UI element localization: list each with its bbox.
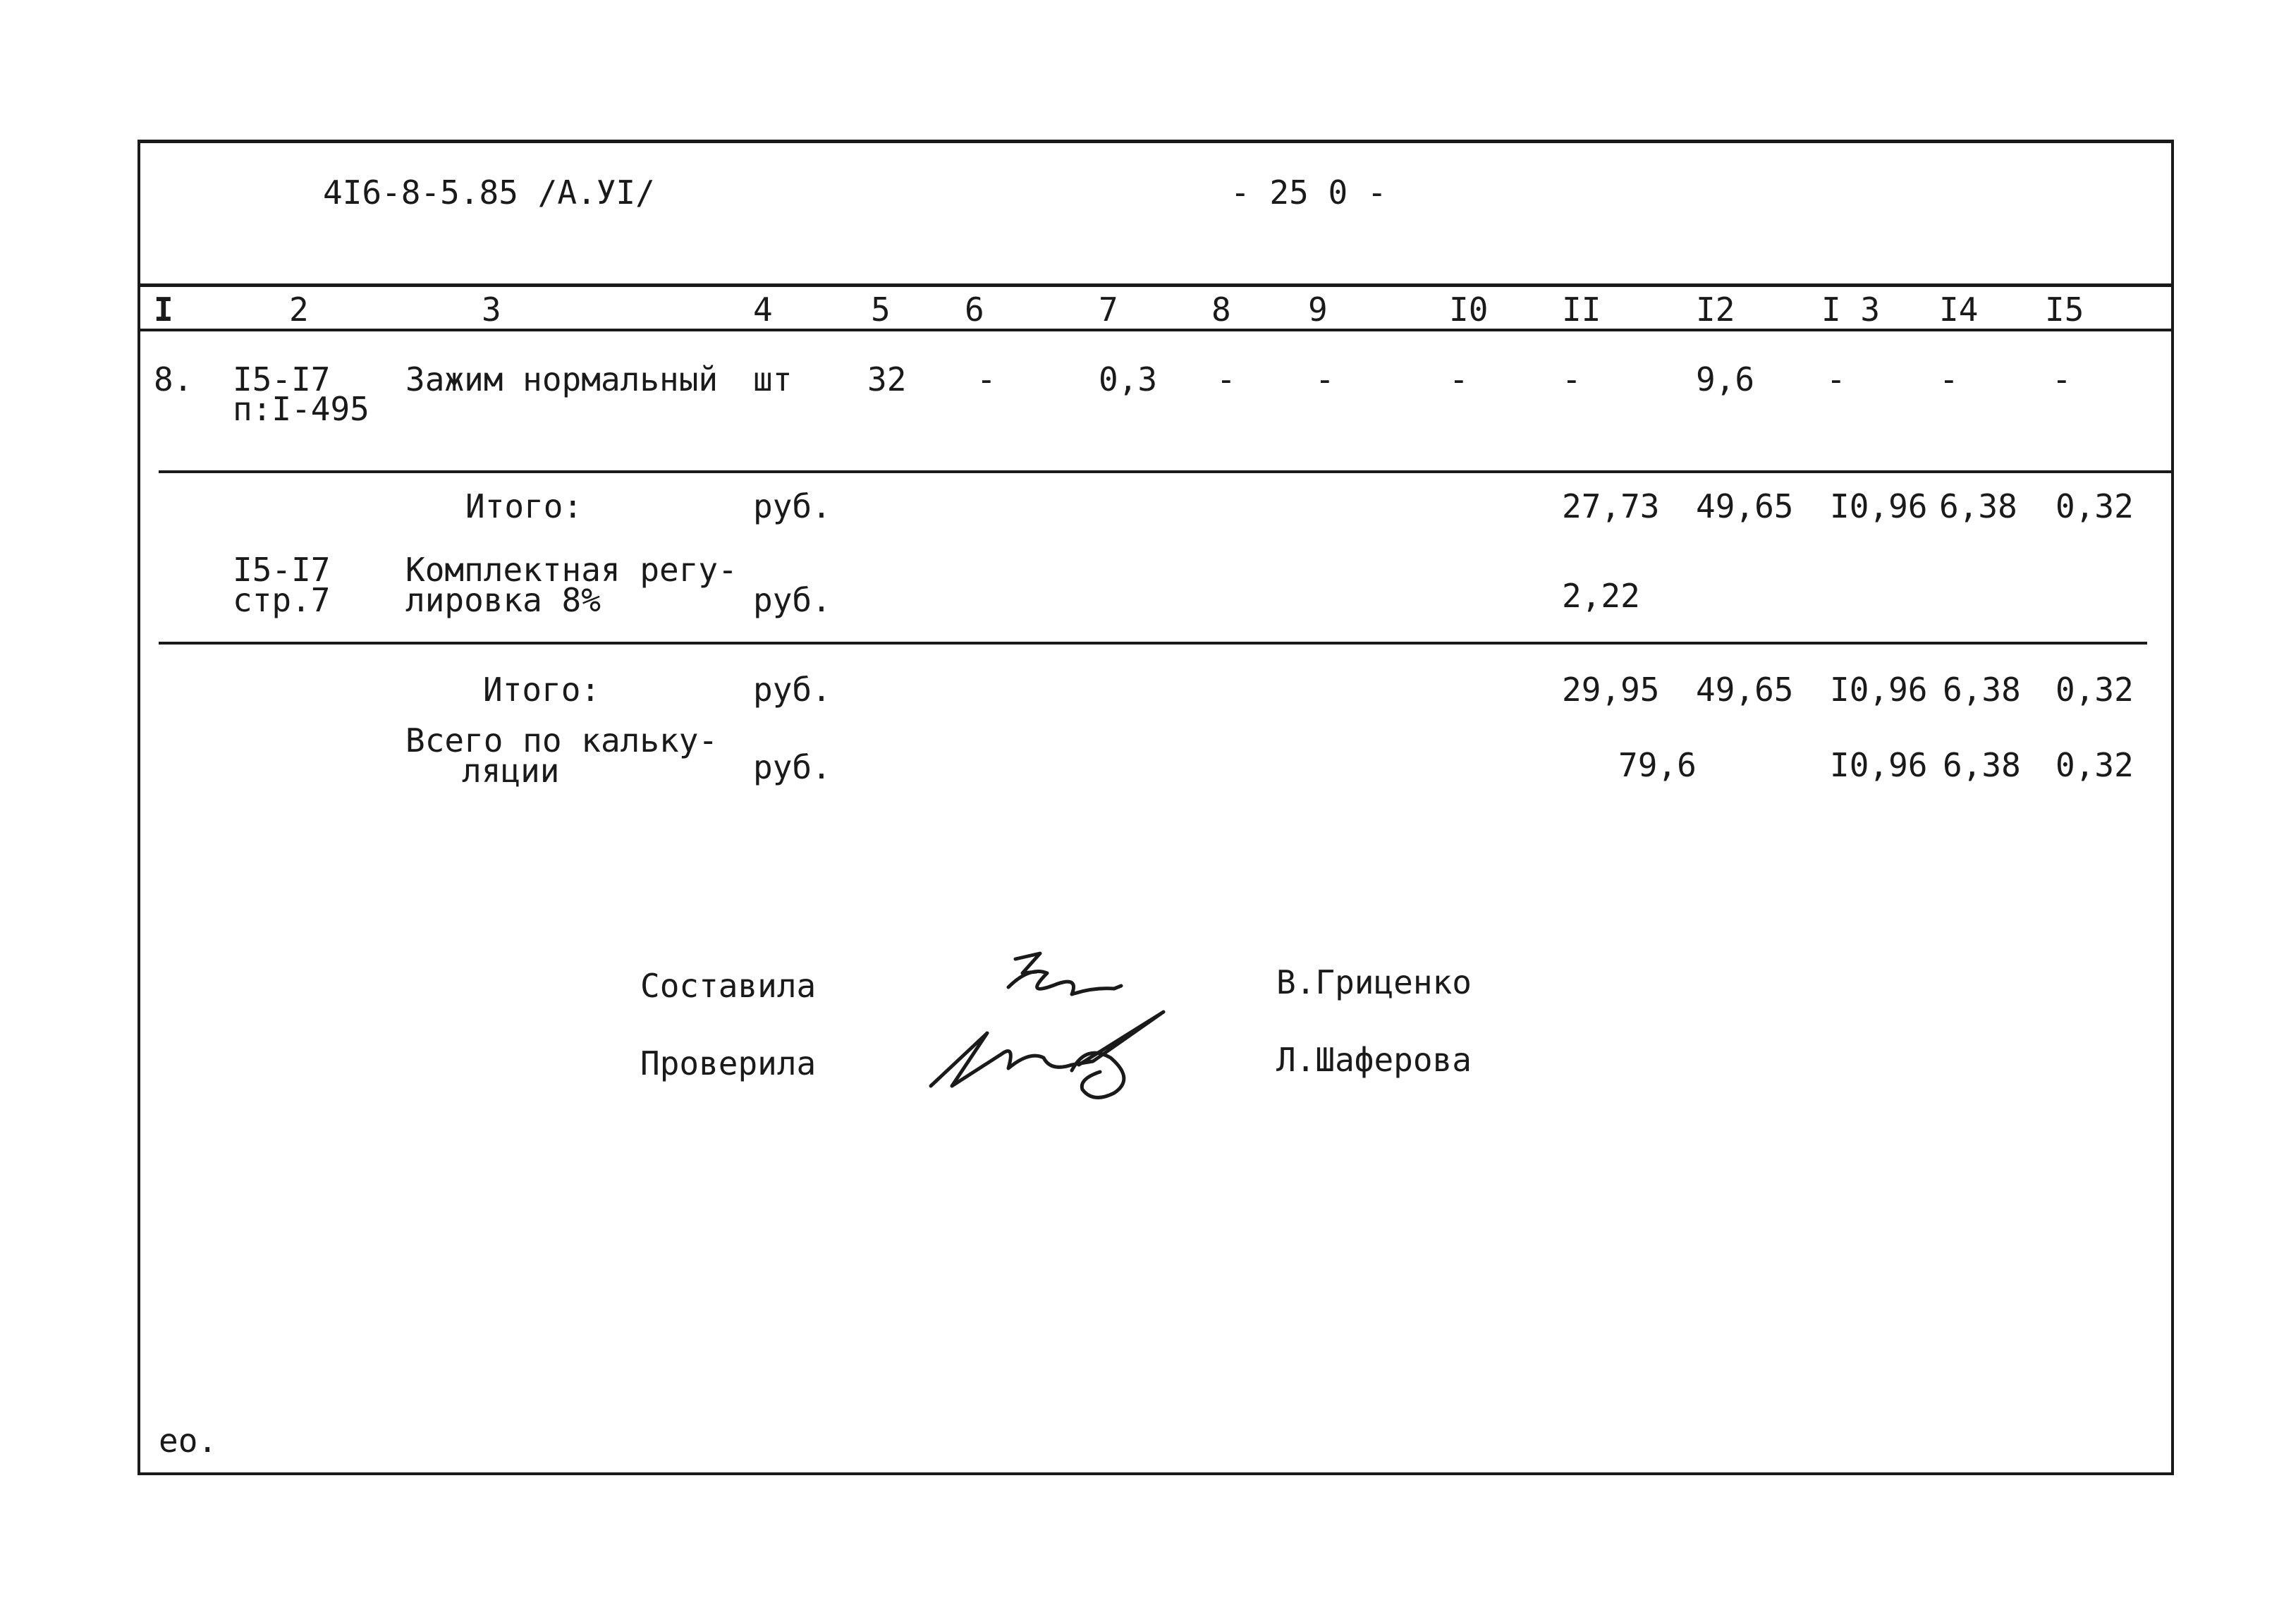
row-col14: - xyxy=(1939,360,1959,398)
regulation-name-line2: лировка 8% xyxy=(405,581,601,619)
compiled-by-name: В.Гриценко xyxy=(1276,963,1472,1001)
subtotal-label: Итого: xyxy=(483,671,601,709)
col-header-12: I2 xyxy=(1696,291,1735,329)
subtotal-col11: 29,95 xyxy=(1562,671,1660,709)
total-col13: I0,96 xyxy=(1830,746,1928,784)
subtotal-col15: 0,32 xyxy=(2055,487,2134,525)
col-header-13: I 3 xyxy=(1821,291,1881,329)
col-header-5: 5 xyxy=(871,291,891,329)
total-col14: 6,38 xyxy=(1943,746,2021,784)
row-unit: шт xyxy=(753,360,793,398)
subtotal-label: Итого: xyxy=(465,487,583,525)
row-reference-line2: п:I-495 xyxy=(233,390,369,428)
row-reference-line1: I5-I7 xyxy=(233,360,331,398)
col-header-8: 8 xyxy=(1211,291,1231,329)
col-header-7: 7 xyxy=(1099,291,1118,329)
document-code: 4I6-8-5.85 /А.УI/ xyxy=(323,173,655,212)
col-header-11: II xyxy=(1562,291,1601,329)
regulation-unit: руб. xyxy=(753,581,831,619)
row-col13: - xyxy=(1826,360,1846,398)
total-col11-12: 79,6 xyxy=(1618,746,1697,784)
col-header-10: I0 xyxy=(1449,291,1489,329)
compiled-by-label: Составила xyxy=(640,967,817,1005)
subtotal-col13: I0,96 xyxy=(1830,671,1928,709)
subtotal-col15: 0,32 xyxy=(2055,671,2134,709)
col-header-3: 3 xyxy=(482,291,501,329)
row-number: 8. xyxy=(154,360,193,398)
row-col11: - xyxy=(1562,360,1582,398)
row-col6: - xyxy=(977,360,996,398)
regulation-reference-line2: стр.7 xyxy=(233,581,331,619)
col-header-14: I4 xyxy=(1939,291,1979,329)
col-header-1: I xyxy=(154,291,173,329)
col-header-15: I5 xyxy=(2045,291,2084,329)
footer-mark: ео. xyxy=(159,1422,218,1460)
header-rule-bottom xyxy=(138,329,2171,331)
page-number: - 25 0 - xyxy=(1230,173,1387,212)
row-col12: 9,6 xyxy=(1696,360,1755,398)
subtotal-unit: руб. xyxy=(753,487,831,525)
row-col10: - xyxy=(1449,360,1469,398)
subtotal-unit: руб. xyxy=(753,671,831,709)
header-rule-top xyxy=(138,283,2171,287)
total-label-line1: Всего по кальку- xyxy=(405,721,719,759)
regulation-name-line1: Комплектная регу- xyxy=(405,551,738,589)
handwritten-signatures xyxy=(910,945,1241,1121)
total-label-line2: ляции xyxy=(462,752,560,790)
row-col8: - xyxy=(1216,360,1236,398)
row-col9: - xyxy=(1315,360,1335,398)
col-header-2: 2 xyxy=(289,291,309,329)
regulation-reference-line1: I5-I7 xyxy=(233,551,331,589)
row-col7: 0,3 xyxy=(1099,360,1158,398)
subtotal-col14: 6,38 xyxy=(1939,487,2017,525)
document-frame xyxy=(138,140,2174,1475)
subtotal-col14: 6,38 xyxy=(1943,671,2021,709)
total-unit: руб. xyxy=(753,748,831,786)
checked-by-name: Л.Шаферова xyxy=(1276,1041,1472,1079)
subtotal-col13: I0,96 xyxy=(1830,487,1928,525)
row-col15: - xyxy=(2052,360,2072,398)
checked-by-label: Проверила xyxy=(640,1044,817,1082)
col-header-9: 9 xyxy=(1308,291,1328,329)
subtotal-col11: 27,73 xyxy=(1562,487,1660,525)
subtotal-col12: 49,65 xyxy=(1696,487,1794,525)
section-divider xyxy=(159,642,2147,645)
col-header-6: 6 xyxy=(965,291,984,329)
total-col15: 0,32 xyxy=(2055,746,2134,784)
subtotal-col12: 49,65 xyxy=(1696,671,1794,709)
row-quantity: 32 xyxy=(867,360,907,398)
row-item-name: Зажим нормальный xyxy=(405,360,719,398)
regulation-col11: 2,22 xyxy=(1562,577,1640,615)
col-header-4: 4 xyxy=(753,291,773,329)
row-divider xyxy=(159,470,2172,473)
